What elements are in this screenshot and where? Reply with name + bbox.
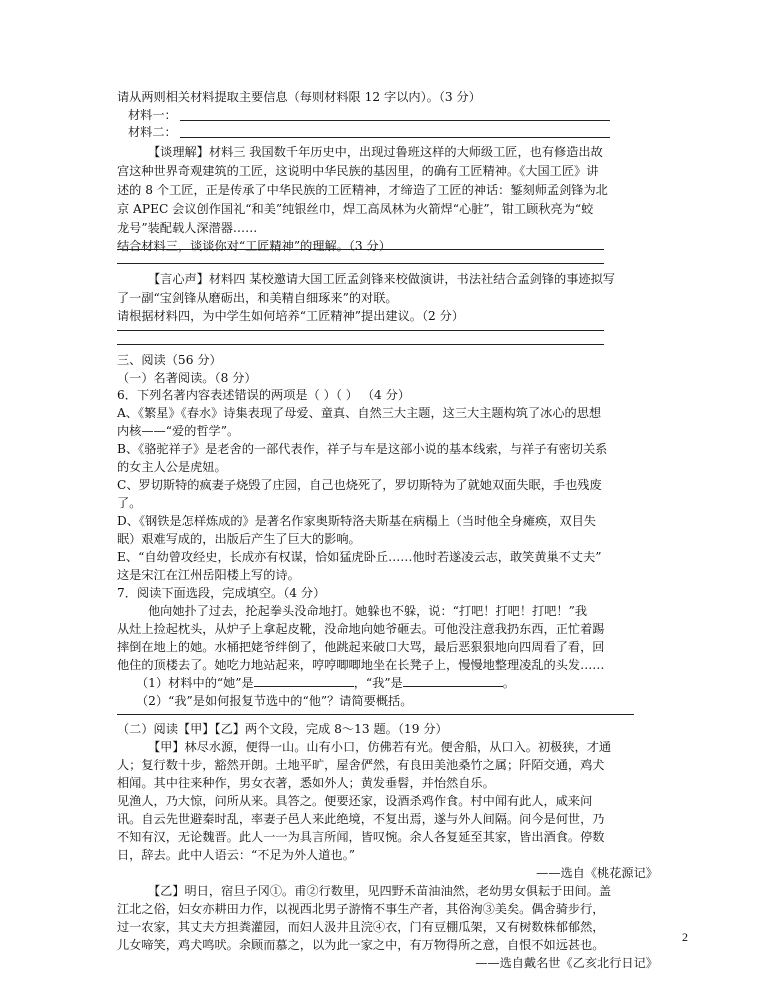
material-1-label: 材料一： — [128, 108, 177, 122]
q7-blank-me[interactable] — [403, 674, 503, 687]
speak-line: 【言心声】材料四 某校邀请大国工匠孟剑锋来校做演讲，书法社结合孟剑锋的事迹拟写 — [148, 272, 615, 286]
q6-option-line: 这是宋江在江州岳阳楼上写的诗。 — [117, 568, 300, 582]
q7-1-suffix: 。 — [502, 676, 515, 690]
speak-answer-line[interactable] — [117, 330, 604, 331]
q7-passage-line: 他住的顶楼去了。她吃力地站起来，哼哼唧唧地坐在长凳子上，慢慢地整理凌乱的头发…… — [117, 658, 605, 672]
question-6: 6．下列名著内容表述错误的两项是（ ）（ ） （4 分） — [117, 388, 411, 402]
talk-line: 【谈理解】材料三 我国数千年历史中，出现过鲁班这样的大师级工匠，也有修造出故 — [148, 145, 603, 159]
q6-option-line: B、《骆驼祥子》是老舍的一部代表作，祥子与车是这部小说的基本线索，与祥子有密切关系 — [117, 442, 608, 456]
yi-line: 【乙】明日，宿旦子冈①。甫②行数里，见四野禾苗油油然，老幼男女俱耘于田间。盖 — [148, 884, 612, 898]
jia-line: 见渔人，乃大惊，问所从来。具答之。便要还家，设酒杀鸡作食。村中闻有此人，咸来问 — [117, 794, 593, 808]
q6-option-line: D、《钢铁是怎样炼成的》是著名作家奥斯特洛夫斯基在病榻上（当时他全身瘫痪，双目失 — [117, 514, 596, 528]
speak-question: 请根据材料四，为中学生如何培养“工匠精神”提出建议。（2 分） — [117, 309, 465, 323]
question-7: 7．阅读下面选段，完成填空。（4 分） — [117, 586, 326, 600]
q7-1-middle: ，“我”是 — [353, 676, 403, 690]
talk-line: 宫这种世界奇观建筑的工匠，这说明中华民族的基因里，的确有工匠精神。《大国工匠》讲 — [117, 164, 599, 178]
jia-line: 日，辞去。此中人语云：“不足为外人道也。” — [117, 848, 355, 862]
q6-option-line: E、“自幼曾攻经史，长成亦有权谋，恰如猛虎卧丘……他时若遂凌云志，敢笑黄巢不丈夫” — [117, 550, 602, 564]
q6-option-line: C、罗切斯特的疯妻子烧毁了庄园，自己也烧死了，罗切斯特为了就她双面失眠，手也残废 — [117, 478, 602, 492]
yi-line: 江北之俗，妇女亦耕田力作，以视西北男子游惰不事生产者，其俗洵③美矣。偶舍骑步行， — [117, 902, 605, 916]
jia-line: 【甲】林尽水源，便得一山。山有小口，仿佛若有光。便舍船，从口入。初极狭，才通 — [148, 740, 612, 754]
yi-source: ——选自戴名世《乙亥北行日记》 — [475, 956, 658, 970]
q6-option-line: 内核——“爱的哲学”。 — [117, 424, 240, 438]
material-1-answer-line[interactable] — [180, 120, 610, 121]
jia-source: ——选自《桃花源记》 — [536, 866, 658, 880]
extract-instruction: 请从两则相关材料提取主要信息（每则材料限 12 字以内）。（3 分） — [117, 90, 481, 104]
q7-passage-line: 摔倒在地上的她。水桶把姥爷绊倒了，他跳起来破口大骂，最后恶狠狠地向四周看了看，回 — [117, 640, 605, 654]
speak-separator-line — [117, 263, 604, 264]
q7-fill-in — [136, 674, 515, 692]
q7-passage-line: 从灶上捡起枕头，从炉子上拿起皮靴，没命地向她爷砸去。可他没注意我扔东西，正忙着踢 — [117, 622, 605, 636]
page-number: 2 — [682, 930, 688, 944]
talk-line: 述的 8 个工匠，正是传承了中华民族的工匠精神，才缔造了工匠的神话：錾刻师孟剑锋为北 — [117, 183, 608, 197]
speak-answer-line[interactable] — [117, 344, 604, 345]
material-2-label: 材料二： — [128, 125, 177, 139]
q6-option-line: A、《繁星》《春水》诗集表现了母爱、童真、自然三大主题，这三大主题构筑了冰心的思想 — [117, 406, 602, 420]
talk-answer-line[interactable] — [117, 249, 604, 250]
jia-line: 相闻。其中往来种作，男女衣著，悉如外人；黄发垂髫，并怡然自乐。 — [117, 776, 495, 790]
q6-option-line: 了。 — [117, 496, 142, 510]
q6-option-line: 眠）艰难写成的，出版后产生了巨大的影响。 — [117, 532, 361, 546]
talk-question: 结合材料三，谈谈你对“工匠精神”的理解。（3 分） — [117, 239, 391, 253]
reading-section-title: （二）阅读【甲】【乙】两个文段，完成 8～13 题。（19 分） — [117, 722, 448, 736]
q7-2-question: （2）“我”是如何报复节选中的“他”？请简要概括。 — [136, 694, 413, 708]
section3-sub1: （一）名著阅读。（8 分） — [117, 371, 257, 385]
jia-line: 人；复行数十步，豁然开朗。土地平旷，屋舍俨然，有良田美池桑竹之属；阡陌交通，鸡犬 — [117, 758, 605, 772]
talk-line: 龙号”装配载人深潜器…… — [117, 221, 258, 235]
yi-line: 儿女啼笑，鸡犬鸣吠。余顾而慕之，以为此一家之中，有万物得所之意，自恨不如远甚也。 — [117, 938, 605, 952]
q7-1-prefix: （1）材料中的“她”是 — [136, 676, 254, 690]
material-2-answer-line[interactable] — [180, 137, 610, 138]
jia-line: 讯。自云先世避秦时乱，率妻子邑人来此绝境，不复出焉，遂与外人间隔。问今是何世，乃 — [117, 812, 605, 826]
yi-line: 过一农家，其丈夫方担粪灌园，而妇人汲井且浣④衣，门有豆棚瓜架，又有树数株郁郁然， — [117, 920, 605, 934]
section3-title: 三、阅读（56 分） — [117, 353, 222, 367]
speak-line: 了一副“宝剑锋从磨砺出，和美精自细琢来”的对联。 — [117, 291, 398, 305]
jia-line: 不知有汉，无论魏晋。此人一一为具言所闻，皆叹惋。余人各复延至其家，皆出酒食。停数 — [117, 830, 605, 844]
q7-answer-line[interactable] — [117, 714, 634, 715]
talk-line: 京 APEC 会议创作国礼“和美”纯银丝巾，焊工高凤林为火箭焊“心脏”，钳工顾秋亮为“蛟 — [117, 202, 594, 216]
q7-blank-she[interactable] — [254, 674, 354, 687]
q7-passage-line: 他向她扑了过去，抡起拳头没命地打。她躲也不躲，说：“打吧！打吧！打吧！”我 — [148, 604, 588, 618]
q6-option-line: 的女主人公是虎妞。 — [117, 460, 227, 474]
